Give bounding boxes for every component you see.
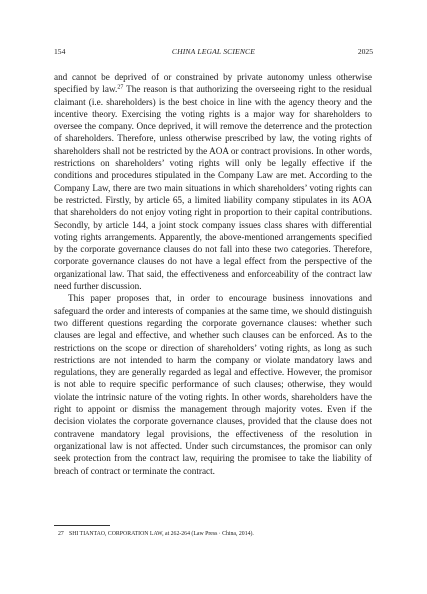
footnote [58,530,372,538]
footnote-number: 27 [58,531,64,537]
paragraph-1-text-start: and cannot be deprived of or constrained by private autonomy unless otherwise specified by law. [54,72,372,95]
paragraph-1 [54,71,372,292]
footnote-text: SHI TIANTAO, CORPORATION LAW, at 262-264 (Law Press · China, 2014). [69,531,254,537]
journal-title: CHINA LEGAL SCIENCE [171,47,256,56]
publication-year: 2025 [357,47,373,56]
body-text [54,71,372,477]
paragraph-2: This paper proposes that, in order to encourage business innovations and safeguard the order and interests of companies at the same time, we should distinguish two different questions regarding the corporate governance clauses: whether such clauses are legal and effective, and whether such clauses can be enforced. As to the restrictions on the scope or direction of shareholders’ voting rights, as long as such restrictions are not intended to harm the company or violate mandatory laws and regulations, they are generally regarded as legal and effective. However, the promisor is not able to require specific performance of such clauses; otherwise, they would violate the intrinsic nature of the voting rights. In other words, shareholders have the right to appoint or dismiss the management through majority votes. Even if the decision violates the corporate governance clauses, provided that the clause does not contravene mandatory legal provisions, the effectiveness of the resolution in organizational law is not affected. Under such circumstances, the promisor can only seek protection from the contract law, requiring the promisee to take the liability of breach of contract or terminate the contract. [54,293,372,476]
page-number: 154 [54,47,66,56]
running-header [54,46,373,58]
paragraph-1-text-rest: The reason is that authorizing the overseeing right to the residual claimant (i.e. shareholders) is the best choice in line with the agency theory and the incentive theory. Exercising the voting rights is a major way for shareholders to oversee the company. Once deprived, it will remove the deterrence and the protection of shareholders. Therefore, unless otherwise prescribed by law, the voting rights of shareholders shall not be restricted by the AOA or contract provisions. In other words, restrictions on shareholders’ voting rights will only be legally effective if the conditions and procedures stipulated in the Company Law are met. According to the Company Law, there are two main situations in which shareholders’ voting rights can be restricted. Firstly, by article 65, a limited liability company stipulates in its AOA that shareholders do not enjoy voting right in proportion to their capital contributions. Secondly, by article 144, a joint stock company issues class shares with differential voting rights arrangements. Apparently, the above-mentioned arrangements specified by the corporate governance clauses do not fall into these two categories. Therefore, corporate governance clauses do not have a legal effect from the perspective of the organizational law. That said, the effectiveness and enforceability of the contract law need further discussion. [54,84,372,292]
footnote-separator [54,525,110,526]
footnote-reference[interactable]: 27 [117,84,124,91]
